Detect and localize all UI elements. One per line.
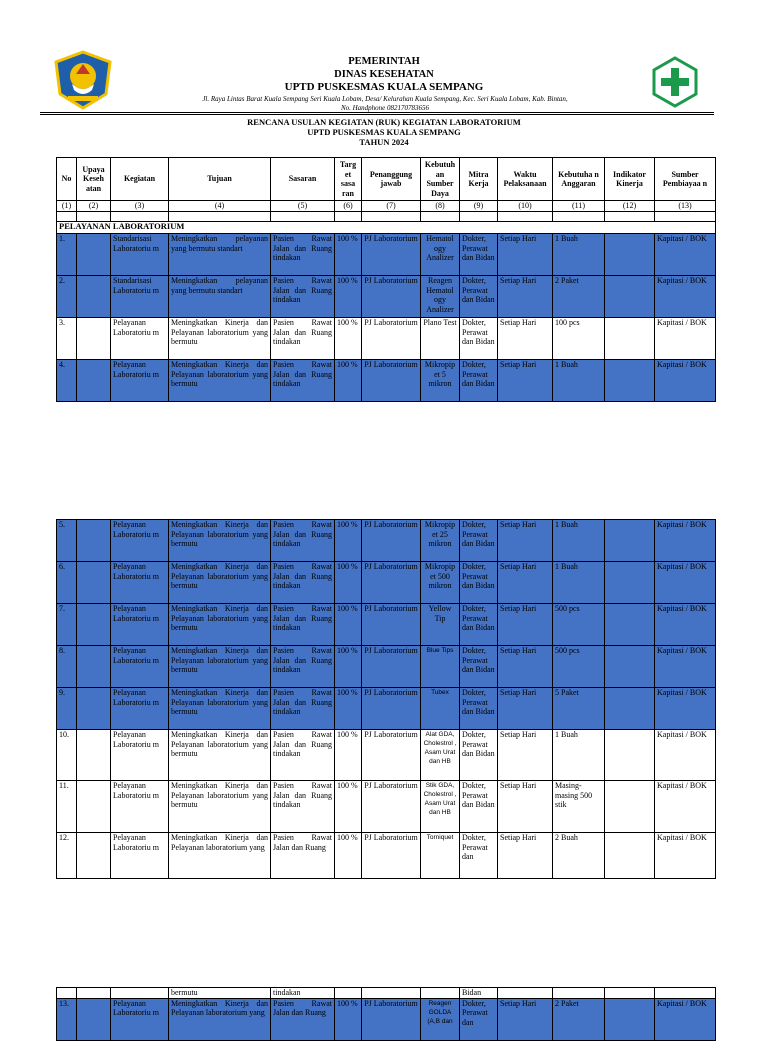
col-number: (9) bbox=[460, 201, 498, 212]
table-row bbox=[57, 688, 716, 730]
row-biaya: Kapitasi / BOK bbox=[655, 688, 716, 730]
row-kegiatan: Pelayanan Laboratoriu m bbox=[111, 520, 169, 562]
row-anggaran: 1 Buah bbox=[553, 520, 605, 562]
table-row bbox=[57, 998, 716, 1040]
row-upaya bbox=[77, 833, 111, 879]
row-target: 100 % bbox=[335, 520, 362, 562]
row-sumber: Tubex bbox=[421, 688, 460, 730]
row-anggaran: 100 pcs bbox=[553, 318, 605, 360]
spacer-row bbox=[57, 212, 716, 222]
row-upaya bbox=[77, 276, 111, 318]
row-waktu: Setiap Hari bbox=[498, 833, 553, 879]
table-row bbox=[57, 360, 716, 402]
row-indikator bbox=[605, 730, 655, 781]
col-header: Upaya Keseh atan bbox=[77, 158, 111, 201]
row-pj: PJ Laboratorium bbox=[362, 276, 421, 318]
row-waktu: Setiap Hari bbox=[498, 562, 553, 604]
col-header: No bbox=[57, 158, 77, 201]
row-no: 2. bbox=[57, 276, 77, 318]
row-target: 100 % bbox=[335, 998, 362, 1040]
doc-title-2: UPTD PUSKESMAS KUALA SEMPANG bbox=[307, 127, 461, 137]
row-upaya bbox=[77, 604, 111, 646]
row-pj: PJ Laboratorium bbox=[362, 688, 421, 730]
ruk-table-page-1 bbox=[56, 157, 716, 402]
row-mitra: Dokter, Perawat dan Bidan bbox=[460, 730, 498, 781]
table-row bbox=[57, 562, 716, 604]
row-mitra: Dokter, Perawat dan Bidan bbox=[460, 234, 498, 276]
row-target: 100 % bbox=[335, 781, 362, 833]
row-indikator bbox=[605, 646, 655, 688]
row-tujuan: Meningkatkan Kinerja dan Pelayanan laboratorium yang bermutu bbox=[169, 781, 271, 833]
col-header: Kebutuha n Anggaran bbox=[553, 158, 605, 201]
row-tujuan: Meningkatkan pelayanan yang bermutu standart bbox=[169, 276, 271, 318]
header-divider-2 bbox=[40, 114, 714, 115]
row-sasaran: Pasien Rawat Jalan dan Ruang tindakan bbox=[271, 234, 335, 276]
col-header: Tujuan bbox=[169, 158, 271, 201]
row-biaya: Kapitasi / BOK bbox=[655, 646, 716, 688]
row-indikator bbox=[605, 604, 655, 646]
row-upaya bbox=[77, 781, 111, 833]
row-sumber: Alat GDA, Cholestrol , Asam Urat dan HB bbox=[421, 730, 460, 781]
row-mitra: Dokter, Perawat dan Bidan bbox=[460, 360, 498, 402]
row-tujuan: Meningkatkan Kinerja dan Pelayanan laboratorium yang bermutu bbox=[169, 360, 271, 402]
col-header: Mitra Kerja bbox=[460, 158, 498, 201]
col-number: (11) bbox=[553, 201, 605, 212]
row-anggaran: 1 Buah bbox=[553, 360, 605, 402]
row-kegiatan: Pelayanan Laboratoriu m bbox=[111, 318, 169, 360]
row-indikator bbox=[605, 520, 655, 562]
col-header: Penanggung jawab bbox=[362, 158, 421, 201]
row-tujuan: Meningkatkan Kinerja dan Pelayanan laboratorium yang bermutu bbox=[169, 646, 271, 688]
row-sumber: Torniquet bbox=[421, 833, 460, 879]
row-no: 13. bbox=[57, 998, 77, 1040]
row-mitra: Dokter, Perawat dan Bidan bbox=[460, 781, 498, 833]
row-biaya: Kapitasi / BOK bbox=[655, 276, 716, 318]
row-biaya: Kapitasi / BOK bbox=[655, 520, 716, 562]
row-biaya: Kapitasi / BOK bbox=[655, 833, 716, 879]
row-target: 100 % bbox=[335, 646, 362, 688]
row-tujuan: Meningkatkan Kinerja dan Pelayanan laboratorium yang bermutu bbox=[169, 688, 271, 730]
row-upaya bbox=[77, 520, 111, 562]
doc-title-3: TAHUN 2024 bbox=[359, 137, 409, 147]
col-header: Sumber Pembiayaa n bbox=[655, 158, 716, 201]
row-sumber: Hematol ogy Analizer bbox=[421, 234, 460, 276]
row-tujuan: Meningkatkan Kinerja dan Pelayanan laboratorium yang bbox=[169, 833, 271, 879]
row-sasaran: Pasien Rawat Jalan dan Ruang tindakan bbox=[271, 781, 335, 833]
table-row bbox=[57, 833, 716, 879]
cont-sasaran: tindakan bbox=[271, 988, 335, 999]
row-upaya bbox=[77, 730, 111, 781]
row-no: 6. bbox=[57, 562, 77, 604]
row-tujuan: Meningkatkan Kinerja dan Pelayanan laboratorium yang bermutu bbox=[169, 562, 271, 604]
row-pj: PJ Laboratorium bbox=[362, 360, 421, 402]
ruk-table-page-3 bbox=[56, 987, 716, 1041]
row-kegiatan: Pelayanan Laboratoriu m bbox=[111, 781, 169, 833]
col-number: (3) bbox=[111, 201, 169, 212]
row-no: 5. bbox=[57, 520, 77, 562]
col-number: (7) bbox=[362, 201, 421, 212]
row-indikator bbox=[605, 833, 655, 879]
row-sasaran: Pasien Rawat Jalan dan Ruang tindakan bbox=[271, 360, 335, 402]
col-header: Indikator Kinerja bbox=[605, 158, 655, 201]
row-indikator bbox=[605, 276, 655, 318]
row-target: 100 % bbox=[335, 234, 362, 276]
row-anggaran: 5 Paket bbox=[553, 688, 605, 730]
row-sumber: Reagen Hematol ogy Analizer bbox=[421, 276, 460, 318]
row-waktu: Setiap Hari bbox=[498, 604, 553, 646]
row-target: 100 % bbox=[335, 730, 362, 781]
row-pj: PJ Laboratorium bbox=[362, 781, 421, 833]
ruk-table-page-2 bbox=[56, 519, 716, 879]
col-header: Sasaran bbox=[271, 158, 335, 201]
row-anggaran: 1 Buah bbox=[553, 730, 605, 781]
row-sasaran: Pasien Rawat Jalan dan Ruang tindakan bbox=[271, 276, 335, 318]
row-biaya: Kapitasi / BOK bbox=[655, 318, 716, 360]
row-sasaran: Pasien Rawat Jalan dan Ruang tindakan bbox=[271, 562, 335, 604]
col-header: Kebutuh an Sumber Daya bbox=[421, 158, 460, 201]
row-target: 100 % bbox=[335, 688, 362, 730]
row-upaya bbox=[77, 234, 111, 276]
row-target: 100 % bbox=[335, 276, 362, 318]
col-number: (6) bbox=[335, 201, 362, 212]
row-no: 9. bbox=[57, 688, 77, 730]
table-row bbox=[57, 604, 716, 646]
row-indikator bbox=[605, 562, 655, 604]
cont-mitra: Bidan bbox=[460, 988, 498, 999]
col-number: (8) bbox=[421, 201, 460, 212]
col-number: (2) bbox=[77, 201, 111, 212]
header-divider bbox=[40, 112, 714, 113]
row-mitra: Dokter, Perawat dan Bidan bbox=[460, 562, 498, 604]
row-sumber: Plano Test bbox=[421, 318, 460, 360]
row-target: 100 % bbox=[335, 318, 362, 360]
table-body-page-1 bbox=[57, 234, 716, 402]
address bbox=[140, 95, 630, 113]
row-sasaran: Pasien Rawat Jalan dan Ruang tindakan bbox=[271, 318, 335, 360]
row-sumber: Blue Tips bbox=[421, 646, 460, 688]
col-header: Waktu Pelaksanaan bbox=[498, 158, 553, 201]
cont-tujuan: bermutu bbox=[169, 988, 271, 999]
row-sumber: Yellow Tip bbox=[421, 604, 460, 646]
puskesmas-logo-icon bbox=[652, 56, 698, 108]
row-pj: PJ Laboratorium bbox=[362, 520, 421, 562]
table-row bbox=[57, 520, 716, 562]
row-target: 100 % bbox=[335, 604, 362, 646]
table-row bbox=[57, 276, 716, 318]
section-row bbox=[57, 222, 716, 234]
col-header: Targ et sasa ran bbox=[335, 158, 362, 201]
col-header: Kegiatan bbox=[111, 158, 169, 201]
row-kegiatan: Pelayanan Laboratoriu m bbox=[111, 833, 169, 879]
row-kegiatan: Pelayanan Laboratoriu m bbox=[111, 360, 169, 402]
row-mitra: Dokter, Perawat dan bbox=[460, 833, 498, 879]
row-sumber: Mikropip et 500 mikron bbox=[421, 562, 460, 604]
col-number: (5) bbox=[271, 201, 335, 212]
row-pj: PJ Laboratorium bbox=[362, 646, 421, 688]
header-line-3: UPTD PUSKESMAS KUALA SEMPANG bbox=[284, 81, 484, 93]
row-kegiatan: Standarisasi Laboratoriu m bbox=[111, 234, 169, 276]
row-sasaran: Pasien Rawat Jalan dan Ruang tindakan bbox=[271, 646, 335, 688]
doc-title-1: RENCANA USULAN KEGIATAN (RUK) KEGIATAN LABORATORIUM bbox=[247, 117, 521, 127]
row-tujuan: Meningkatkan pelayanan yang bermutu standart bbox=[169, 234, 271, 276]
row-no: 1. bbox=[57, 234, 77, 276]
row-pj: PJ Laboratorium bbox=[362, 998, 421, 1040]
row-biaya: Kapitasi / BOK bbox=[655, 562, 716, 604]
row-sasaran: Pasien Rawat Jalan dan Ruang tindakan bbox=[271, 688, 335, 730]
table-row bbox=[57, 730, 716, 781]
row-target: 100 % bbox=[335, 833, 362, 879]
col-number: (12) bbox=[605, 201, 655, 212]
row-kegiatan: Pelayanan Laboratoriu m bbox=[111, 730, 169, 781]
row-pj: PJ Laboratorium bbox=[362, 318, 421, 360]
row-sasaran: Pasien Rawat Jalan dan Ruang bbox=[271, 998, 335, 1040]
row-mitra: Dokter, Perawat dan Bidan bbox=[460, 318, 498, 360]
row-waktu: Setiap Hari bbox=[498, 318, 553, 360]
table-row bbox=[57, 318, 716, 360]
table-body-page-3 bbox=[57, 998, 716, 1040]
row-anggaran: Masing- masing 500 stik bbox=[553, 781, 605, 833]
col-number: (4) bbox=[169, 201, 271, 212]
row-no: 7. bbox=[57, 604, 77, 646]
row-biaya: Kapitasi / BOK bbox=[655, 781, 716, 833]
row-waktu: Setiap Hari bbox=[498, 276, 553, 318]
address-line-1: Jl. Raya Lintas Barat Kuala Sempang Seri Kuala Lobam, Desa/ Kelurahan Kuala Sempang, Kec. Seri Kuala Lobam, Kab. Bintan, bbox=[202, 95, 568, 103]
row-anggaran: 2 Paket bbox=[553, 276, 605, 318]
row-mitra: Dokter, Perawat dan Bidan bbox=[460, 520, 498, 562]
row-kegiatan: Pelayanan Laboratoriu m bbox=[111, 646, 169, 688]
row-anggaran: 2 Paket bbox=[553, 998, 605, 1040]
row-anggaran: 2 Buah bbox=[553, 833, 605, 879]
col-number: (1) bbox=[57, 201, 77, 212]
row-indikator bbox=[605, 998, 655, 1040]
row-anggaran: 500 pcs bbox=[553, 646, 605, 688]
row-kegiatan: Pelayanan Laboratoriu m bbox=[111, 562, 169, 604]
row-anggaran: 1 Buah bbox=[553, 562, 605, 604]
row-mitra: Dokter, Perawat dan bbox=[460, 998, 498, 1040]
row-sumber: Mikropip et 5 mikron bbox=[421, 360, 460, 402]
row-biaya: Kapitasi / BOK bbox=[655, 730, 716, 781]
header-row bbox=[57, 158, 716, 201]
row-mitra: Dokter, Perawat dan Bidan bbox=[460, 688, 498, 730]
row-pj: PJ Laboratorium bbox=[362, 234, 421, 276]
row-waktu: Setiap Hari bbox=[498, 360, 553, 402]
row-biaya: Kapitasi / BOK bbox=[655, 360, 716, 402]
row-upaya bbox=[77, 998, 111, 1040]
row-indikator bbox=[605, 781, 655, 833]
continuation-row bbox=[57, 988, 716, 999]
row-no: 8. bbox=[57, 646, 77, 688]
row-tujuan: Meningkatkan Kinerja dan Pelayanan laboratorium yang bermutu bbox=[169, 604, 271, 646]
table-row bbox=[57, 646, 716, 688]
row-waktu: Setiap Hari bbox=[498, 520, 553, 562]
row-upaya bbox=[77, 318, 111, 360]
row-kegiatan: Pelayanan Laboratoriu m bbox=[111, 604, 169, 646]
section-title: PELAYANAN LABORATORIUM bbox=[57, 222, 716, 234]
row-upaya bbox=[77, 688, 111, 730]
row-indikator bbox=[605, 318, 655, 360]
row-pj: PJ Laboratorium bbox=[362, 730, 421, 781]
row-tujuan: Meningkatkan Kinerja dan Pelayanan laboratorium yang bermutu bbox=[169, 318, 271, 360]
row-waktu: Setiap Hari bbox=[498, 998, 553, 1040]
row-sumber: Reagen GOLDA (A,B dan bbox=[421, 998, 460, 1040]
row-sumber: Stik GDA, Cholestrol , Asam Urat dan HB bbox=[421, 781, 460, 833]
row-indikator bbox=[605, 234, 655, 276]
table-row bbox=[57, 781, 716, 833]
row-no: 3. bbox=[57, 318, 77, 360]
row-waktu: Setiap Hari bbox=[498, 646, 553, 688]
row-mitra: Dokter, Perawat dan Bidan bbox=[460, 276, 498, 318]
row-no: 10. bbox=[57, 730, 77, 781]
table-body-page-2 bbox=[57, 520, 716, 879]
row-indikator bbox=[605, 688, 655, 730]
row-target: 100 % bbox=[335, 360, 362, 402]
row-no: 12. bbox=[57, 833, 77, 879]
row-kegiatan: Pelayanan Laboratoriu m bbox=[111, 998, 169, 1040]
row-pj: PJ Laboratorium bbox=[362, 562, 421, 604]
row-pj: PJ Laboratorium bbox=[362, 604, 421, 646]
address-line-2: No. Handphone 082170783656 bbox=[340, 104, 430, 112]
col-number: (10) bbox=[498, 201, 553, 212]
row-waktu: Setiap Hari bbox=[498, 688, 553, 730]
row-waktu: Setiap Hari bbox=[498, 781, 553, 833]
row-upaya bbox=[77, 646, 111, 688]
row-biaya: Kapitasi / BOK bbox=[655, 604, 716, 646]
row-biaya: Kapitasi / BOK bbox=[655, 998, 716, 1040]
row-no: 4. bbox=[57, 360, 77, 402]
row-sumber: Mikropip et 25 mikron bbox=[421, 520, 460, 562]
row-waktu: Setiap Hari bbox=[498, 730, 553, 781]
row-biaya: Kapitasi / BOK bbox=[655, 234, 716, 276]
row-tujuan: Meningkatkan Kinerja dan Pelayanan laboratorium yang bermutu bbox=[169, 520, 271, 562]
row-sasaran: Pasien Rawat Jalan dan Ruang tindakan bbox=[271, 520, 335, 562]
row-indikator bbox=[605, 360, 655, 402]
row-anggaran: 1 Buah bbox=[553, 234, 605, 276]
table-row bbox=[57, 234, 716, 276]
row-tujuan: Meningkatkan Kinerja dan Pelayanan laboratorium yang bermutu bbox=[169, 730, 271, 781]
row-tujuan: Meningkatkan Kinerja dan Pelayanan laboratorium yang bbox=[169, 998, 271, 1040]
column-number-row bbox=[57, 201, 716, 212]
header-line-2: DINAS KESEHATAN bbox=[334, 69, 434, 80]
row-kegiatan: Pelayanan Laboratoriu m bbox=[111, 688, 169, 730]
row-sasaran: Pasien Rawat Jalan dan Ruang tindakan bbox=[271, 604, 335, 646]
row-waktu: Setiap Hari bbox=[498, 234, 553, 276]
row-sasaran: Pasien Rawat Jalan dan Ruang tindakan bbox=[271, 730, 335, 781]
row-target: 100 % bbox=[335, 562, 362, 604]
row-upaya bbox=[77, 360, 111, 402]
row-sasaran: Pasien Rawat Jalan dan Ruang bbox=[271, 833, 335, 879]
row-mitra: Dokter, Perawat dan Bidan bbox=[460, 646, 498, 688]
row-anggaran: 500 pcs bbox=[553, 604, 605, 646]
row-upaya bbox=[77, 562, 111, 604]
col-number: (13) bbox=[655, 201, 716, 212]
row-no: 11. bbox=[57, 781, 77, 833]
row-mitra: Dokter, Perawat dan Bidan bbox=[460, 604, 498, 646]
row-pj: PJ Laboratorium bbox=[362, 833, 421, 879]
row-kegiatan: Standarisasi Laboratoriu m bbox=[111, 276, 169, 318]
header-line-1: PEMERINTAH bbox=[348, 56, 420, 67]
